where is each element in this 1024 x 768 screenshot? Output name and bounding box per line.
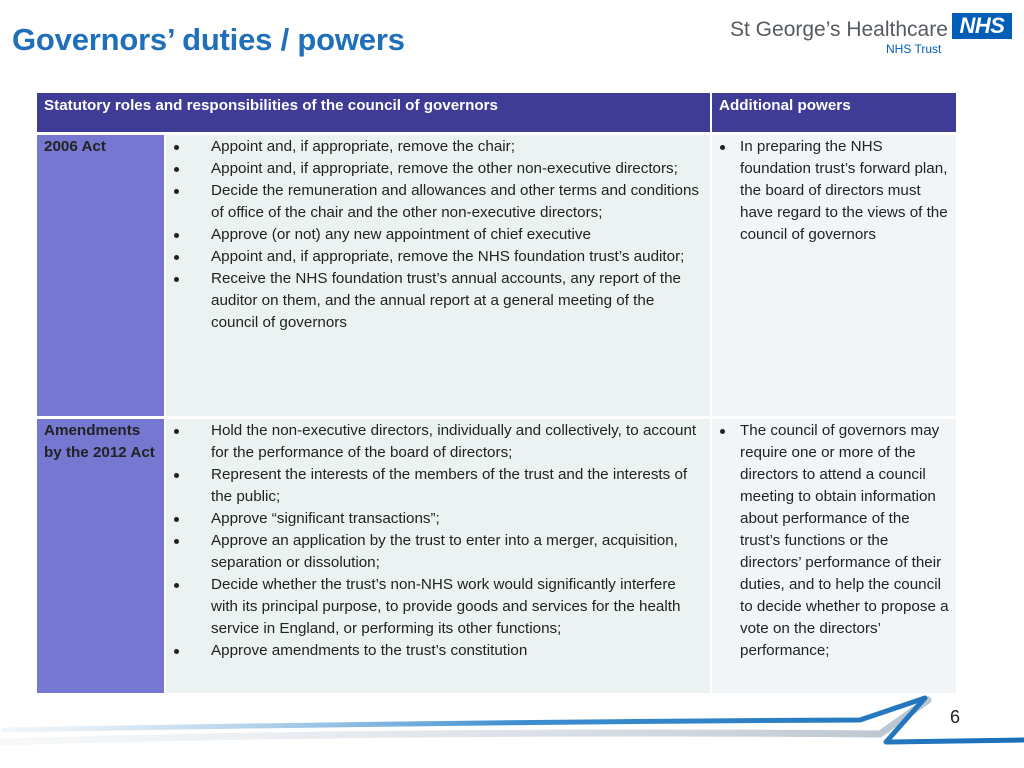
list-item: Appoint and, if appropriate, remove the other non-executive directors; [166,158,702,180]
list-item: Approve amendments to the trust’s constitution [166,640,702,662]
logo-trust-name: St George’s Healthcare [730,18,948,41]
list-item: Represent the interests of the members of the trust and the interests of the public; [166,464,702,508]
powers-cell [711,133,956,417]
powers-cell [711,417,956,693]
powers-list [712,420,950,662]
powers-list [712,136,950,246]
list-item: Hold the non-executive directors, individually and collectively, to account for the performance of the board of directors; [166,420,702,464]
list-item: Appoint and, if appropriate, remove the chair; [166,136,702,158]
slide-title: Governors’ duties / powers [12,22,405,57]
duties-cell [165,417,711,693]
list-item: In preparing the NHS foundation trust’s forward plan, the board of directors must have regard to the views of the council of governors [712,136,950,246]
logo-trust-subtitle: NHS Trust [886,42,942,56]
list-item: The council of governors may require one or more of the directors to attend a council meeting to obtain information about performance of the trust’s functions or the directors’ performance of their duties, and to help the council to decide whether to propose a vote on the directors’ performance; [712,420,950,662]
duties-table [37,93,956,693]
list-item: Decide whether the trust’s non-NHS work would significantly interfere with its principal purpose, to provide goods and services for the health service in England, or performing its other functions; [166,574,702,640]
list-item: Approve an application by the trust to enter into a merger, acquisition, separation or dissolution; [166,530,702,574]
row-label-2012-amendments: Amendments by the 2012 Act [37,417,165,693]
page-number: 6 [950,707,961,727]
duties-list [166,420,702,662]
duties-cell [165,133,711,417]
row-label-2006-act: 2006 Act [37,133,165,417]
col-header-statutory: Statutory roles and responsibilities of the council of governors [37,93,711,133]
list-item: Appoint and, if appropriate, remove the NHS foundation trust’s auditor; [166,246,702,268]
duties-list [166,136,702,334]
footer-swoosh-decoration [0,690,1024,768]
list-item: Receive the NHS foundation trust’s annual accounts, any report of the auditor on them, and the annual report at a general meeting of the council of governors [166,268,702,334]
col-header-additional: Additional powers [711,93,956,133]
trust-logo [730,12,1014,62]
list-item: Decide the remuneration and allowances and other terms and conditions of office of the chair and the other non-executive directors; [166,180,702,224]
table-row [37,417,956,693]
list-item: Approve (or not) any new appointment of chief executive [166,224,702,246]
list-item: Approve “significant transactions”; [166,508,702,530]
table-row [37,133,956,417]
nhs-badge: NHS [952,13,1012,39]
